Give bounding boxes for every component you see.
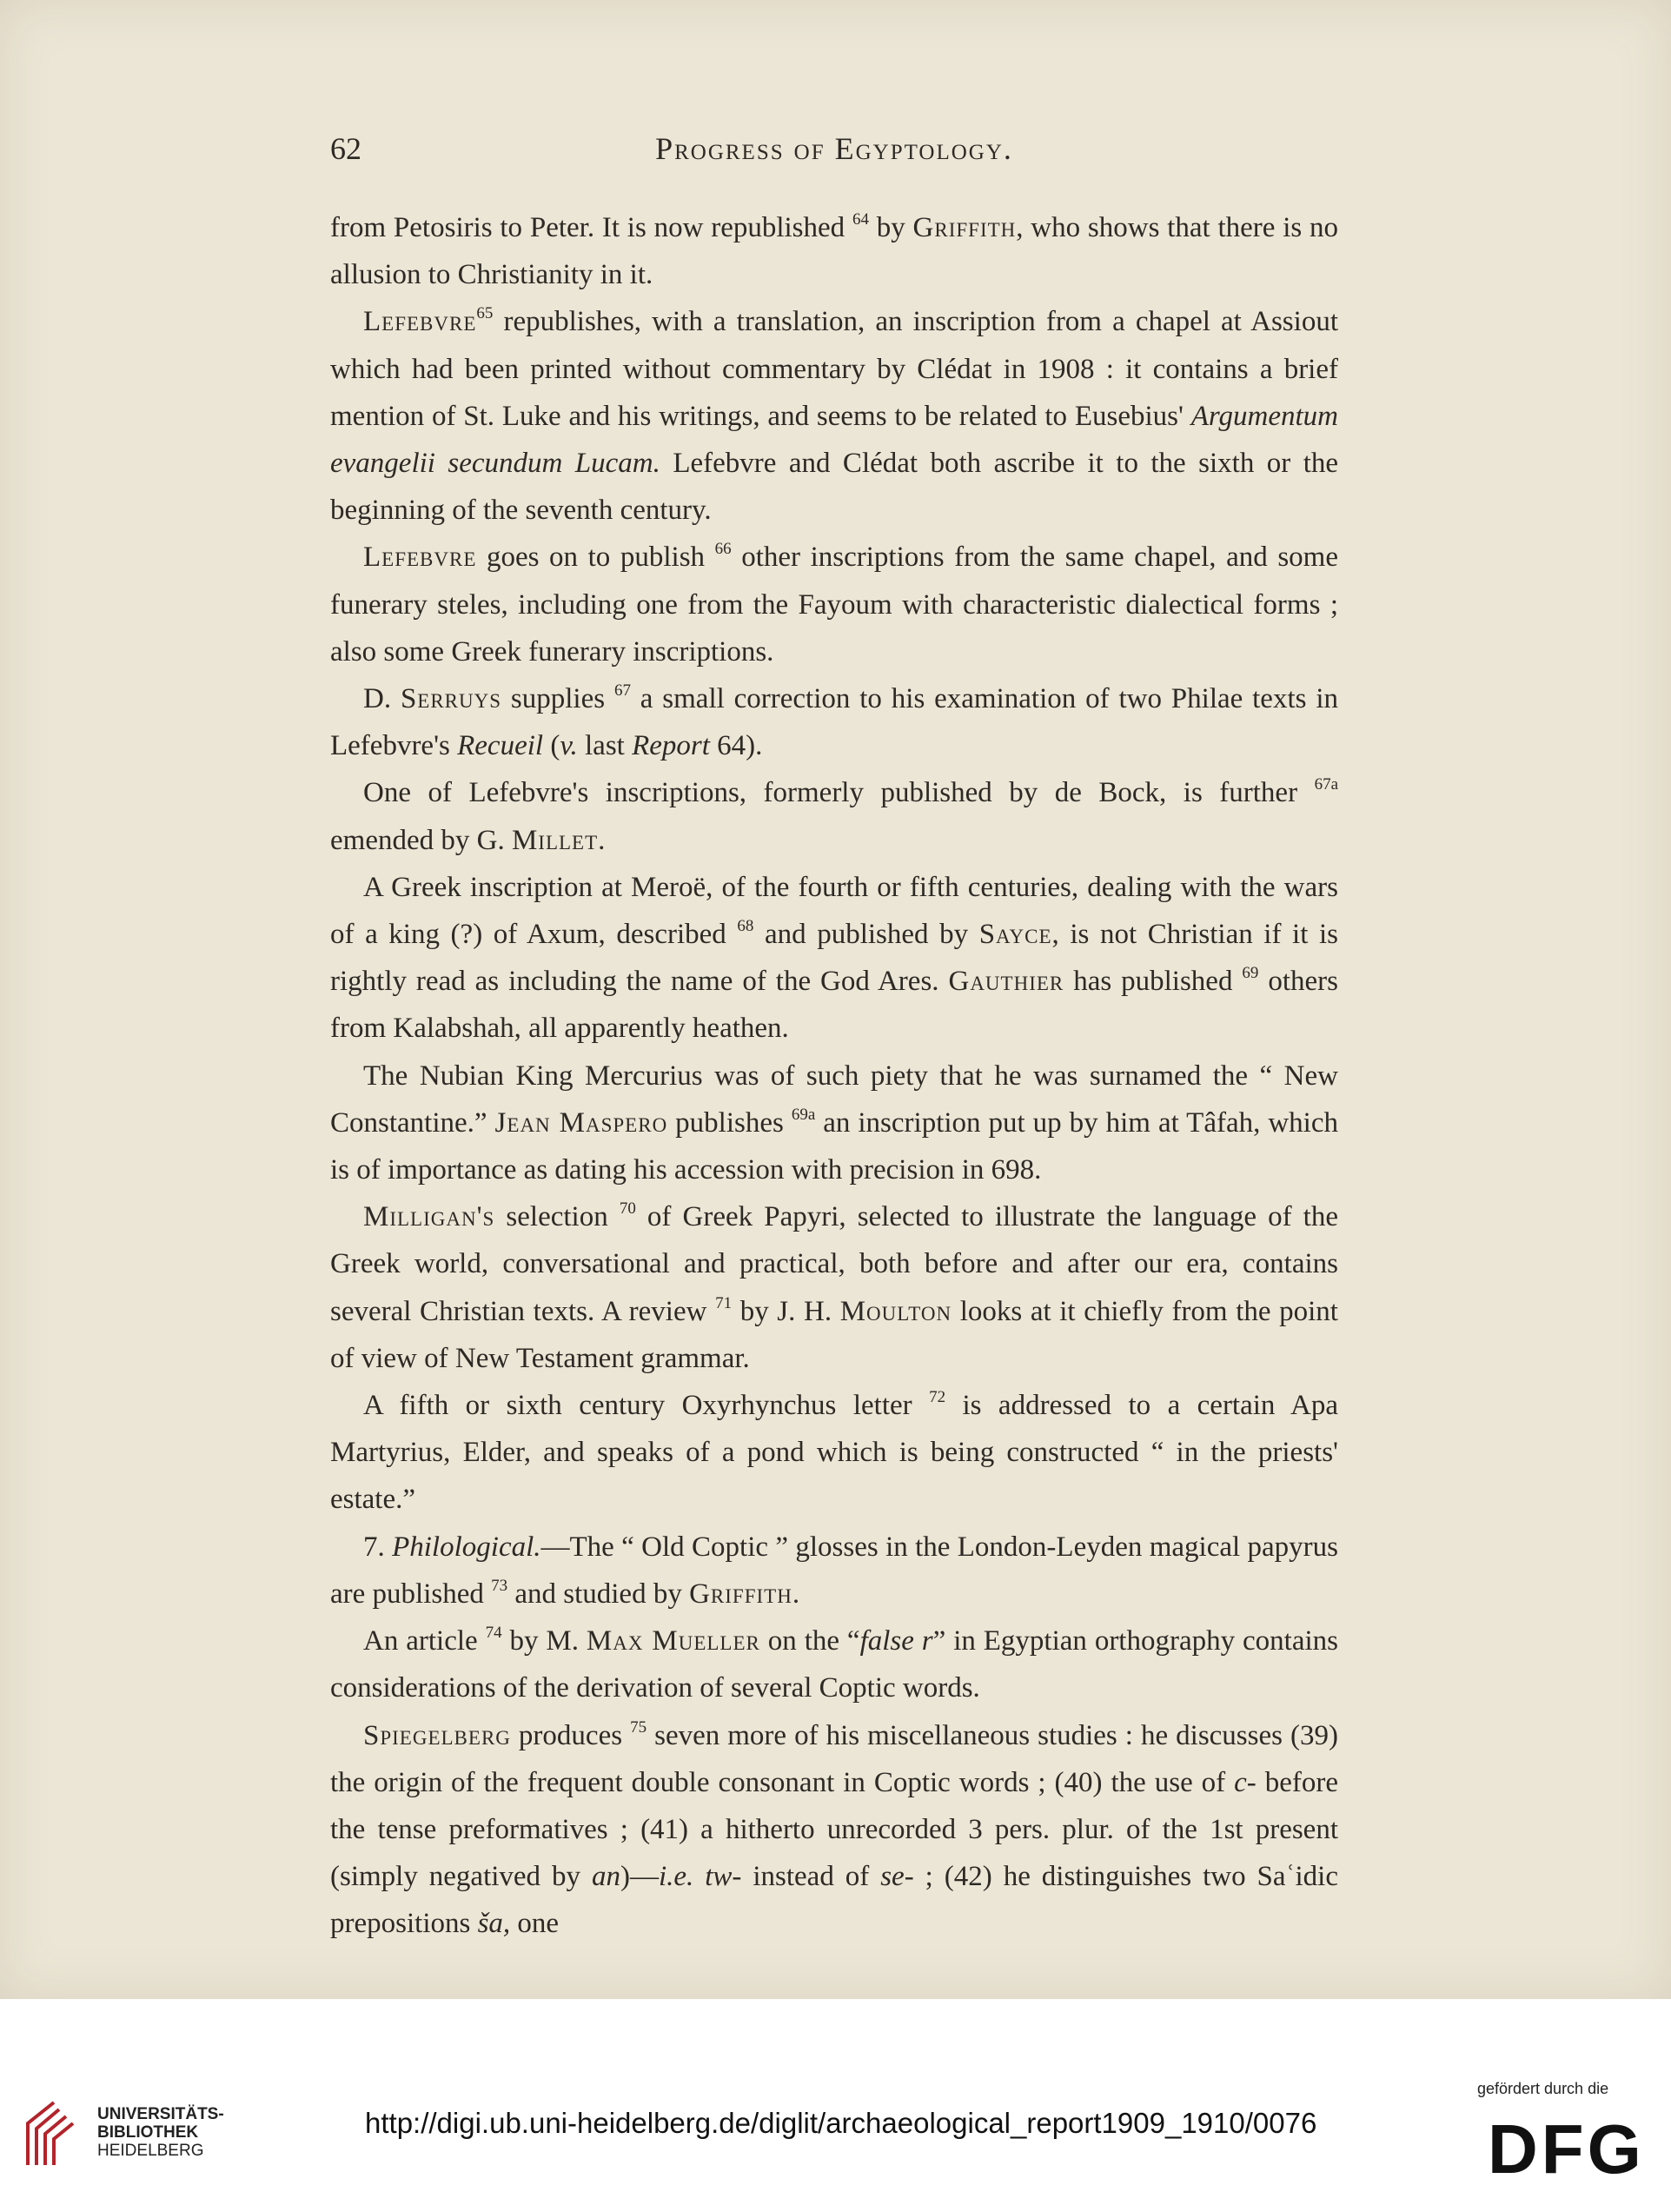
text-paragraph — [330, 204, 1338, 298]
text-segment: A fifth or sixth century Oxyrhynchus letter — [363, 1390, 930, 1422]
text-segment: . — [792, 1578, 800, 1610]
text-segment: by M. — [501, 1625, 587, 1657]
text-segment: others from Kalabshah, all apparently heathen. — [330, 966, 1338, 1045]
text-paragraph — [330, 1382, 1338, 1524]
library-name-line2: BIBLIOTHEK — [97, 2123, 199, 2142]
text-paragraph — [330, 298, 1338, 534]
text-segment: 64). — [709, 730, 763, 762]
text-segment: The Nubian King Mercurius was of such piety that he was surnamed the “ New Constantine.” — [330, 1060, 1338, 1139]
text-paragraph — [330, 1617, 1338, 1711]
text-segment: goes on to publish — [476, 541, 715, 574]
text-segment: looks at it chiefly from the point of view of New Testament grammar. — [330, 1295, 1338, 1374]
italic-text: c- — [1234, 1766, 1257, 1798]
body-text — [330, 204, 1338, 1948]
footnote-reference: 73 — [491, 1576, 508, 1595]
text-segment: one — [510, 1908, 560, 1940]
text-paragraph — [330, 534, 1338, 675]
text-segment: from Petosiris to Peter. It is now republished — [330, 212, 852, 243]
text-segment: seven more of his miscellaneous studies : he discusses (39) the origin of the frequent double consonant in Coptic words ; (40) the use of — [330, 1719, 1338, 1798]
italic-text: Argumentum evangelii secundum Lucam. — [330, 400, 1338, 480]
text-paragraph — [330, 1053, 1338, 1194]
permalink-url[interactable]: http://digi.ub.uni-heidelberg.de/diglit/archaeological_report1909_1910/0076 — [365, 2107, 1317, 2139]
text-segment: before the tense preformatives ; (41) a hitherto unrecorded 3 pers. plur. of the 1st present (simply negatived by — [330, 1766, 1338, 1893]
text-paragraph — [330, 675, 1338, 769]
italic-text: v. — [560, 730, 578, 762]
footnote-reference: 72 — [929, 1388, 946, 1407]
author-name: Griffith — [912, 212, 1017, 243]
page-number: 62 — [330, 131, 361, 166]
text-segment: by — [868, 212, 913, 243]
viewer-footer — [0, 1999, 1671, 2212]
author-name: Sayce — [978, 919, 1052, 951]
italic-text: se- — [880, 1861, 914, 1893]
text-segment: D. — [363, 683, 401, 715]
text-segment: , who shows that there is no allusion to Christianity in it. — [330, 212, 1339, 291]
italic-text: ša, — [477, 1908, 511, 1940]
text-segment: and studied by — [507, 1578, 690, 1610]
italic-text: an — [591, 1861, 620, 1893]
footnote-reference: 69a — [791, 1105, 816, 1124]
italic-text: Philological. — [392, 1531, 541, 1563]
text-segment: ; (42) he distinguishes two Saʿidic prepositions — [330, 1861, 1339, 1940]
library-name-line1: UNIVERSITÄTS- — [97, 2105, 224, 2123]
text-segment: an inscription put up by him at Tâfah, which is of importance as dating his accession with precision in 698. — [330, 1106, 1338, 1186]
author-name: Millet — [511, 824, 599, 856]
author-name: Serruys — [400, 683, 502, 715]
author-name: Moulton — [839, 1295, 952, 1327]
text-segment: An article — [363, 1625, 486, 1657]
text-segment: has published — [1064, 966, 1243, 998]
university-name[interactable] — [97, 2105, 224, 2160]
text-segment: . — [598, 824, 606, 856]
text-segment: )— — [620, 1861, 659, 1893]
footnote-reference: 74 — [485, 1624, 502, 1643]
footnote-reference: 67 — [613, 681, 631, 701]
text-segment: a small correction to his examination of two Philae texts in Lefebvre's — [330, 683, 1338, 762]
text-segment: produces — [510, 1719, 631, 1751]
running-title: Progress of Egyptology. — [655, 131, 1013, 166]
text-segment: ” in Egyptian orthography contains considerations of the derivation of several Coptic words. — [330, 1625, 1338, 1704]
text-segment: 7. — [363, 1531, 393, 1563]
text-segment: One of Lefebvre's inscriptions, formerly published by de Bock, is further — [363, 777, 1315, 809]
text-paragraph — [330, 1193, 1338, 1382]
footnote-reference: 71 — [715, 1293, 733, 1312]
author-name: Griffith — [689, 1578, 792, 1610]
text-segment: publishes — [667, 1106, 792, 1139]
footnote-reference: 68 — [737, 917, 754, 936]
text-segment: supplies — [501, 683, 614, 715]
university-logo-icon[interactable] — [19, 2097, 90, 2169]
text-segment: ( — [543, 730, 560, 762]
text-segment: Lefebvre and Clédat both ascribe it to the sixth or the beginning of the seventh century. — [330, 448, 1339, 527]
author-name: Spiegelberg — [363, 1719, 511, 1751]
footnote-reference: 70 — [619, 1199, 636, 1219]
author-name: Gauthier — [948, 966, 1064, 998]
text-segment: by J. H. — [732, 1295, 840, 1327]
page-header — [330, 130, 1338, 183]
text-segment: republishes, with a translation, an inscription from a chapel at Assiout which had been printed without commentary by Clédat in 1908 : it contains a brief mention of St. Luke and his writings, and seems to be related to Eusebius' — [330, 306, 1338, 432]
text-segment: selection — [494, 1201, 620, 1233]
footnote-reference: 69 — [1242, 964, 1259, 983]
italic-text: false r — [859, 1625, 933, 1657]
footnote-reference: 67a — [1314, 775, 1338, 794]
library-name-line3: HEIDELBERG — [97, 2142, 204, 2160]
text-segment: A Greek inscription at Meroë, of the fourth or fifth centuries, dealing with the wars of a king (?) of Axum, described — [330, 871, 1338, 951]
italic-text: Report — [632, 730, 710, 762]
text-segment: on the “ — [759, 1625, 860, 1657]
footnote-reference: 64 — [852, 210, 869, 229]
footnote-reference: 66 — [714, 540, 732, 559]
text-segment: and published by — [753, 919, 979, 951]
dfg-logo[interactable]: DFG — [1488, 2110, 1645, 2188]
text-segment: other inscriptions from the same chapel, and some funerary steles, including one from the Fayoum with characteristic dialectical forms ; also some Greek funerary inscriptions. — [330, 541, 1338, 668]
text-segment: instead of — [741, 1861, 881, 1893]
text-paragraph — [330, 1524, 1338, 1617]
author-name: Lefebvre — [363, 306, 477, 338]
text-paragraph — [330, 769, 1338, 863]
text-segment: of Greek Papyri, selected to illustrate the language of the Greek world, conversational and practical, both before and after our era, contains several Christian texts. A review — [330, 1201, 1338, 1327]
author-name: Max Mueller — [586, 1625, 760, 1657]
footnote-reference: 65 — [476, 304, 494, 323]
author-name: Lefebvre — [363, 541, 477, 574]
author-name: Milligan's — [363, 1201, 495, 1233]
text-segment: is addressed to a certain Apa Martyrius, Elder, and speaks of a pond which is being constructed “ in the priests' estate.” — [330, 1390, 1339, 1516]
author-name: Jean Maspero — [494, 1106, 668, 1139]
italic-text: Recueil — [457, 730, 544, 762]
footnote-reference: 75 — [630, 1717, 647, 1737]
text-paragraph — [330, 1712, 1338, 1948]
text-paragraph — [330, 864, 1338, 1053]
text-segment: , is not Christian if it is rightly read as including the name of the God Ares. — [330, 919, 1338, 998]
italic-text: i.e. tw- — [658, 1861, 742, 1893]
funded-by-label: gefördert durch die — [1477, 2080, 1609, 2097]
text-segment: last — [577, 730, 633, 762]
text-segment: —The “ Old Coptic ” glosses in the London-Leyden magical papyrus are published — [330, 1531, 1338, 1610]
text-segment: emended by G. — [330, 824, 512, 856]
